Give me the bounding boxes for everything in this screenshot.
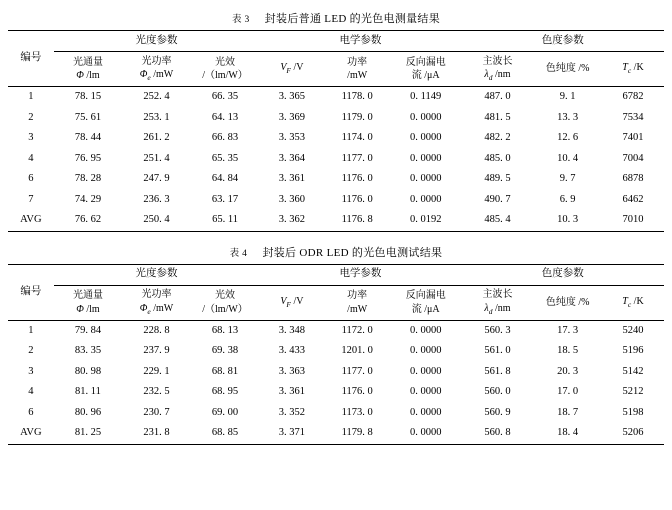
header-group-electrical-3: 电学参数: [259, 31, 461, 52]
cell-efficacy: 66. 35: [211, 91, 239, 103]
cell-luminous-flux: 80. 98: [74, 365, 102, 377]
cell-dominant-wavelength: 560. 3: [484, 324, 511, 336]
cell-efficacy: 68. 13: [211, 324, 239, 336]
table-caption-4: [8, 244, 664, 260]
table-row: [8, 341, 664, 362]
cell-reverse-leakage: 0. 0000: [409, 111, 442, 123]
cell-power: 1172. 0: [341, 324, 373, 336]
header-reverse-leakage-3: 反向漏电 流 /μA: [390, 52, 462, 87]
cell-efficacy: 68. 95: [211, 386, 239, 398]
cell-luminous-flux: 81. 11: [75, 386, 101, 398]
table-row: [8, 108, 664, 129]
cell-color-purity: 10. 3: [533, 210, 602, 231]
cell-color-purity: 9. 7: [559, 173, 576, 185]
cell-dominant-wavelength: 561. 8: [484, 365, 511, 377]
cell-forward-voltage: 3. 364: [278, 152, 306, 164]
table-row-average: [8, 423, 664, 444]
cell-id: AVG: [8, 423, 54, 444]
cell-dominant-wavelength: 482. 2: [484, 132, 511, 144]
cell-forward-voltage: 3. 433: [278, 345, 306, 357]
cell-dominant-wavelength: 481. 5: [484, 111, 511, 123]
table-header-subs-3: [8, 52, 664, 87]
table-caption-text-3: 封装后普通 LED 的光色电测量结果: [264, 13, 441, 25]
cell-dominant-wavelength: 490. 7: [484, 193, 511, 205]
cell-power: 1179. 8: [325, 423, 390, 444]
cell-power: 1176. 0: [341, 193, 373, 205]
header-forward-voltage-3: $V_F$ /V: [259, 52, 324, 87]
cell-dominant-wavelength: 560. 0: [484, 386, 511, 398]
cell-id: 4: [28, 386, 34, 398]
cell-reverse-leakage: 0. 0000: [409, 193, 442, 205]
cell-optical-power: 250. 4: [122, 210, 191, 231]
cell-efficacy: 66. 83: [211, 132, 239, 144]
cell-color-purity: 10. 4: [557, 152, 579, 164]
cell-luminous-flux: 76. 62: [54, 210, 123, 231]
cell-color-temperature: 6782: [622, 91, 644, 103]
cell-color-temperature: 7004: [622, 152, 644, 164]
cell-color-purity: 17. 0: [557, 386, 579, 398]
cell-power: 1176. 0: [341, 173, 373, 185]
cell-id: 1: [28, 91, 34, 103]
header-efficacy-3: 光效 /（lm/W）: [191, 52, 260, 87]
cell-efficacy: 65. 11: [191, 210, 260, 231]
table-row: [8, 87, 664, 108]
cell-luminous-flux: 78. 28: [74, 173, 102, 185]
cell-luminous-flux: 79. 84: [74, 324, 102, 336]
table-row: [8, 149, 664, 170]
cell-luminous-flux: 75. 61: [74, 111, 102, 123]
cell-color-purity: 20. 3: [557, 365, 579, 377]
cell-efficacy: 68. 81: [211, 365, 239, 377]
cell-color-temperature: 6878: [622, 173, 644, 185]
cell-reverse-leakage: 0. 0000: [409, 406, 442, 418]
header-id-4: 编号: [8, 264, 54, 320]
cell-id: 3: [28, 365, 34, 377]
cell-color-temperature: 5206: [602, 423, 664, 444]
cell-color-temperature: 5142: [622, 365, 644, 377]
cell-color-temperature: 5198: [622, 406, 644, 418]
cell-power: 1177. 0: [341, 365, 373, 377]
cell-id: 4: [28, 152, 34, 164]
cell-dominant-wavelength: 561. 0: [484, 345, 511, 357]
header-power-4: 功率 /mW: [325, 285, 390, 320]
cell-optical-power: 261. 2: [143, 132, 170, 144]
header-group-photometric-4: 光度参数: [54, 264, 260, 285]
header-group-colorimetric-4: 色度参数: [462, 264, 664, 285]
cell-optical-power: 252. 4: [143, 91, 170, 103]
cell-color-temperature: 5212: [622, 386, 644, 398]
cell-forward-voltage: 3. 360: [278, 193, 306, 205]
cell-efficacy: 65. 35: [211, 152, 239, 164]
cell-luminous-flux: 83. 35: [74, 345, 102, 357]
header-power-3: 功率 /mW: [325, 52, 390, 87]
cell-forward-voltage: 3. 362: [259, 210, 324, 231]
table-row-average: [8, 210, 664, 231]
cell-reverse-leakage: 0. 0000: [390, 423, 462, 444]
cell-color-purity: 18. 4: [533, 423, 602, 444]
cell-optical-power: 247. 9: [143, 173, 170, 185]
cell-forward-voltage: 3. 371: [259, 423, 324, 444]
table-row: [8, 320, 664, 341]
cell-id: AVG: [8, 210, 54, 231]
header-luminous-flux-4: 光通量 Φ /lm: [54, 285, 123, 320]
cell-color-temperature: 7534: [622, 111, 644, 123]
cell-forward-voltage: 3. 353: [278, 132, 306, 144]
cell-dominant-wavelength: 485. 4: [462, 210, 534, 231]
header-color-temperature-3: $T_c$ /K: [602, 52, 664, 87]
cell-power: 1176. 8: [325, 210, 390, 231]
cell-efficacy: 64. 13: [211, 111, 239, 123]
header-color-purity-3: 色纯度 /%: [533, 52, 602, 87]
cell-reverse-leakage: 0. 0000: [409, 365, 442, 377]
cell-luminous-flux: 78. 15: [74, 91, 102, 103]
header-reverse-leakage-4: 反向漏电 流 /μA: [390, 285, 462, 320]
header-group-colorimetric-3: 色度参数: [462, 31, 664, 52]
cell-color-purity: 18. 5: [557, 345, 579, 357]
cell-reverse-leakage: 0. 1149: [410, 91, 442, 103]
cell-optical-power: 236. 3: [143, 193, 170, 205]
table-row: [8, 128, 664, 149]
cell-color-purity: 9. 1: [559, 91, 576, 103]
cell-optical-power: 232. 5: [143, 386, 170, 398]
cell-efficacy: 64. 84: [211, 173, 239, 185]
cell-reverse-leakage: 0. 0000: [409, 386, 442, 398]
header-efficacy-4: 光效 /（lm/W）: [191, 285, 260, 320]
cell-dominant-wavelength: 489. 5: [484, 173, 511, 185]
table-block-4: [8, 244, 664, 445]
cell-id: 2: [28, 345, 34, 357]
cell-optical-power: 251. 4: [143, 152, 170, 164]
header-optical-power-3: 光功率 $\Phi_e$ /mW: [122, 52, 191, 87]
cell-color-temperature: 7010: [602, 210, 664, 231]
cell-forward-voltage: 3. 361: [278, 386, 306, 398]
header-id-3: 编号: [8, 31, 54, 87]
cell-efficacy: 69. 00: [211, 406, 239, 418]
cell-id: 6: [28, 173, 34, 185]
cell-dominant-wavelength: 487. 0: [484, 91, 511, 103]
cell-forward-voltage: 3. 369: [278, 111, 306, 123]
cell-power: 1179. 0: [341, 111, 373, 123]
cell-color-purity: 18. 7: [557, 406, 579, 418]
cell-forward-voltage: 3. 352: [278, 406, 306, 418]
cell-luminous-flux: 81. 25: [54, 423, 123, 444]
table-row: [8, 382, 664, 403]
header-color-temperature-4: $T_c$ /K: [602, 285, 664, 320]
table-header-groups-3: [8, 31, 664, 52]
header-group-photometric-3: 光度参数: [54, 31, 260, 52]
table-caption-text-4: 封装后 ODR LED 的光色电测试结果: [262, 246, 443, 259]
header-forward-voltage-4: $V_F$ /V: [259, 285, 324, 320]
cell-color-temperature: 7401: [622, 132, 644, 144]
cell-luminous-flux: 78. 44: [74, 132, 102, 144]
data-table-4: [8, 264, 664, 445]
cell-optical-power: 231. 8: [122, 423, 191, 444]
table-row: [8, 362, 664, 383]
cell-reverse-leakage: 0. 0000: [409, 152, 442, 164]
cell-forward-voltage: 3. 365: [278, 91, 306, 103]
cell-id: 7: [28, 193, 34, 205]
table-caption-number-4: 表 4: [229, 248, 248, 259]
header-dominant-wavelength-3: 主波长 $\lambda_d$ /nm: [462, 52, 534, 87]
cell-dominant-wavelength: 560. 9: [484, 406, 511, 418]
cell-forward-voltage: 3. 348: [278, 324, 306, 336]
data-table-3: [8, 30, 664, 232]
table-caption-number-3: 表 3: [231, 15, 250, 25]
cell-luminous-flux: 76. 95: [74, 152, 102, 164]
cell-luminous-flux: 74. 29: [74, 193, 102, 205]
cell-forward-voltage: 3. 361: [278, 173, 306, 185]
table-row: [8, 169, 664, 190]
cell-color-temperature: 5196: [622, 345, 644, 357]
cell-efficacy: 68. 85: [191, 423, 260, 444]
table-spacer: [8, 232, 664, 238]
cell-luminous-flux: 80. 96: [74, 406, 102, 418]
cell-color-purity: 13. 3: [557, 111, 579, 123]
cell-forward-voltage: 3. 363: [278, 365, 306, 377]
cell-reverse-leakage: 0. 0000: [409, 345, 442, 357]
table-body-4: [8, 320, 664, 444]
cell-color-purity: 17. 3: [557, 324, 579, 336]
cell-dominant-wavelength: 560. 8: [462, 423, 534, 444]
table-header-subs-4: [8, 285, 664, 320]
cell-id: 3: [28, 132, 34, 144]
cell-optical-power: 230. 7: [143, 406, 170, 418]
cell-color-purity: 12. 6: [557, 132, 579, 144]
cell-color-purity: 6. 9: [559, 193, 576, 205]
table-body-3: [8, 87, 664, 232]
table-block-3: [8, 10, 664, 232]
table-row: [8, 190, 664, 211]
cell-power: 1178. 0: [341, 91, 373, 103]
cell-power: 1173. 0: [341, 406, 373, 418]
header-group-electrical-4: 电学参数: [259, 264, 461, 285]
cell-id: 6: [28, 406, 34, 418]
cell-power: 1177. 0: [341, 152, 373, 164]
cell-reverse-leakage: 0. 0000: [409, 173, 442, 185]
cell-id: 2: [28, 111, 34, 123]
cell-power: 1201. 0: [341, 345, 373, 357]
cell-optical-power: 228. 8: [143, 324, 170, 336]
cell-efficacy: 69. 38: [211, 345, 239, 357]
cell-power: 1174. 0: [341, 132, 373, 144]
table-row: [8, 403, 664, 424]
cell-reverse-leakage: 0. 0000: [409, 132, 442, 144]
cell-power: 1176. 0: [341, 386, 373, 398]
cell-optical-power: 237. 9: [143, 345, 170, 357]
cell-id: 1: [28, 324, 34, 336]
cell-efficacy: 63. 17: [211, 193, 239, 205]
table-header-groups-4: [8, 264, 664, 285]
header-dominant-wavelength-4: 主波长 $\lambda_d$ /nm: [462, 285, 534, 320]
cell-optical-power: 229. 1: [143, 365, 170, 377]
cell-reverse-leakage: 0. 0192: [390, 210, 462, 231]
cell-dominant-wavelength: 485. 0: [484, 152, 511, 164]
cell-optical-power: 253. 1: [143, 111, 170, 123]
table-caption-3: [8, 10, 664, 26]
header-luminous-flux-3: 光通量 Φ /lm: [54, 52, 123, 87]
header-optical-power-4: 光功率 $\Phi_e$ /mW: [122, 285, 191, 320]
cell-color-temperature: 6462: [622, 193, 644, 205]
cell-reverse-leakage: 0. 0000: [409, 324, 442, 336]
header-color-purity-4: 色纯度 /%: [533, 285, 602, 320]
cell-color-temperature: 5240: [622, 324, 644, 336]
